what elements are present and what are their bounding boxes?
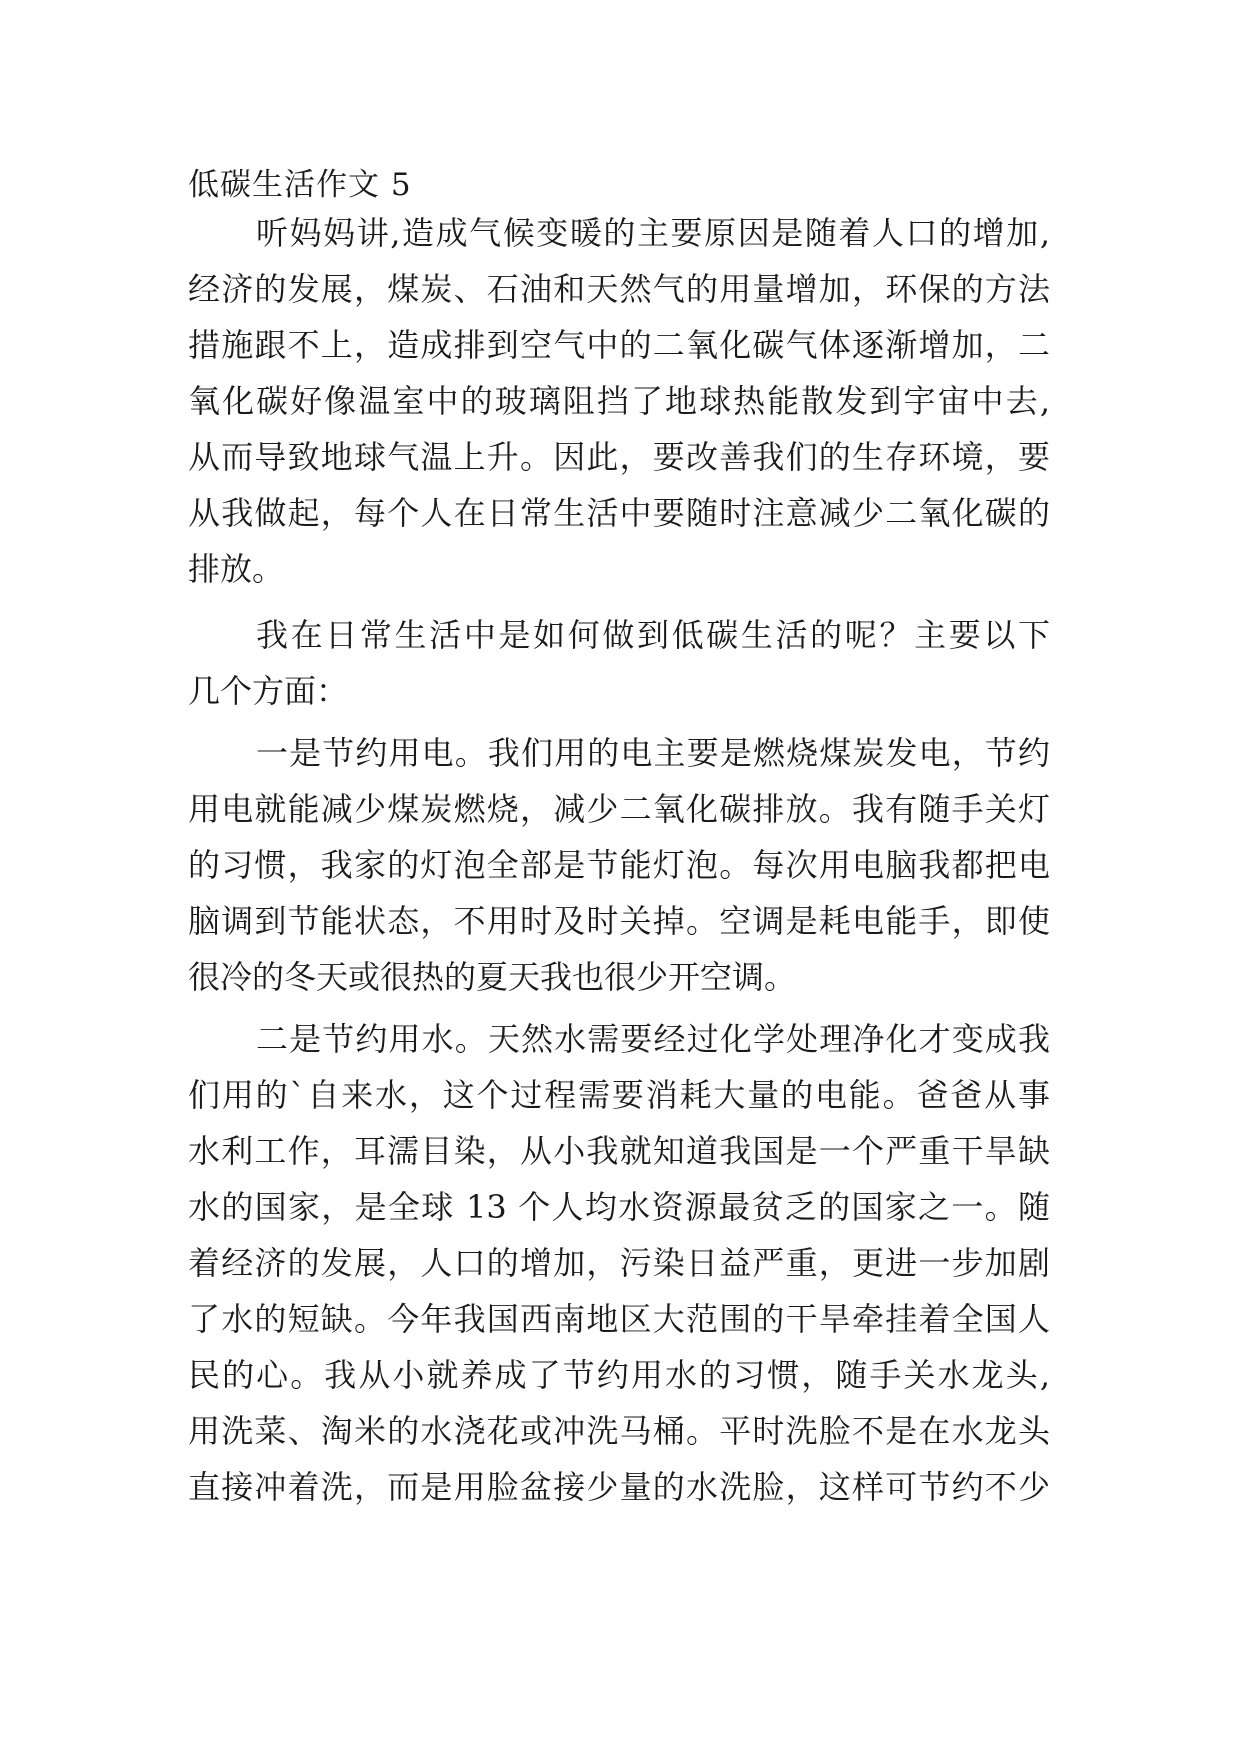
- paragraph-line: 听妈妈讲,造成气候变暖的主要原因是随着人口的增加,: [256, 214, 1050, 252]
- paragraph-line: 了水的短缺。今年我国西南地区大范围的干旱牵挂着全国人: [188, 1300, 1050, 1338]
- paragraph-line: 的习惯，我家的灯泡全部是节能灯泡。每次用电脑我都把电: [188, 846, 1050, 884]
- paragraph-line: 用洗菜、淘米的水浇花或冲洗马桶。平时洗脸不是在水龙头: [188, 1412, 1050, 1450]
- paragraph-line: 民的心。我从小就养成了节约用水的习惯，随手关水龙头,: [188, 1356, 1050, 1394]
- paragraph-line: 脑调到节能状态，不用时及时关掉。空调是耗电能手，即使: [188, 902, 1050, 940]
- paragraph-line: 二是节约用水。天然水需要经过化学处理净化才变成我: [256, 1020, 1050, 1058]
- paragraph-line: 用电就能减少煤炭燃烧，减少二氧化碳排放。我有随手关灯: [188, 790, 1050, 828]
- paragraph-line: 从而导致地球气温上升。因此，要改善我们的生存环境，要: [188, 438, 1050, 476]
- paragraph-line: 们用的`自来水，这个过程需要消耗大量的电能。爸爸从事: [188, 1076, 1050, 1114]
- paragraph-line: 几个方面：: [188, 672, 349, 710]
- paragraph-line: 我在日常生活中是如何做到低碳生活的呢？主要以下: [256, 616, 1050, 654]
- paragraph-line: 很冷的冬天或很热的夏天我也很少开空调。: [188, 958, 797, 996]
- paragraph-line: 水利工作，耳濡目染，从小我就知道我国是一个严重干旱缺: [188, 1132, 1050, 1170]
- document-title: 低碳生活作文 5: [188, 167, 412, 203]
- paragraph-line: 一是节约用电。我们用的电主要是燃烧煤炭发电，节约: [256, 734, 1050, 772]
- paragraph-line: 水的国家，是全球 13 个人均水资源最贫乏的国家之一。随: [188, 1188, 1050, 1226]
- paragraph-line: 着经济的发展，人口的增加，污染日益严重，更进一步加剧: [188, 1244, 1050, 1282]
- paragraph-line: 措施跟不上，造成排到空气中的二氧化碳气体逐渐增加，二: [188, 326, 1050, 364]
- paragraph-line: 直接冲着洗，而是用脸盆接少量的水洗脸，这样可节约不少: [188, 1468, 1050, 1506]
- paragraph-line: 排放。: [188, 550, 285, 588]
- paragraph-line: 氧化碳好像温室中的玻璃阻挡了地球热能散发到宇宙中去,: [188, 382, 1050, 420]
- paragraph-line: 从我做起，每个人在日常生活中要随时注意减少二氧化碳的: [188, 494, 1050, 532]
- paragraph-line: 经济的发展，煤炭、石油和天然气的用量增加，环保的方法: [188, 270, 1050, 308]
